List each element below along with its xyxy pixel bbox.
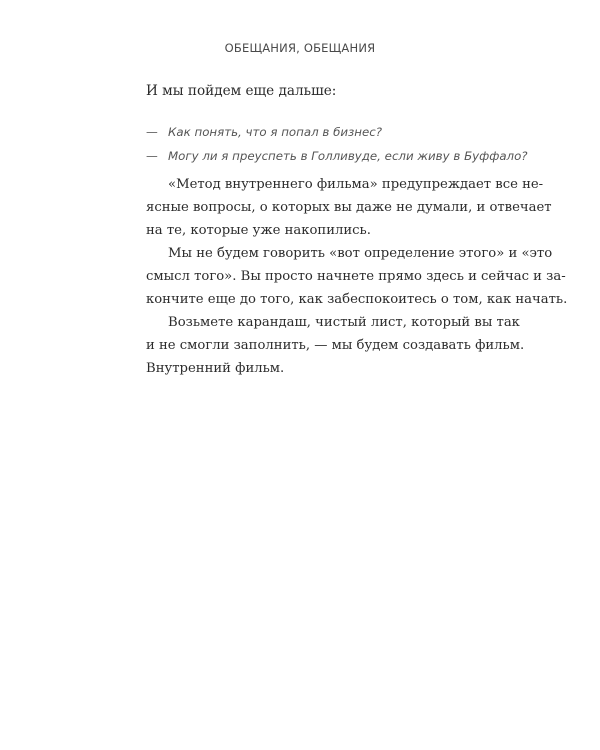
text-line: смысл того». Вы просто начнете прямо здесь и сейчас и за- bbox=[146, 269, 566, 284]
dialog-line bbox=[146, 145, 528, 169]
intro-line: И мы пойдем еще дальше: bbox=[146, 83, 337, 99]
text-line: кончите еще до того, как забеспокоитесь о том, как начать. bbox=[146, 292, 568, 307]
text-line: ясные вопросы, о которых вы даже не думали, и отвечает bbox=[146, 200, 552, 215]
text-line: Мы не будем говорить «вот определение этого» и «это bbox=[168, 246, 553, 261]
paragraph bbox=[146, 311, 525, 380]
dialog-text: Могу ли я преуспеть в Голливуде, если живу в Буффало? bbox=[168, 148, 528, 163]
dialog-list bbox=[146, 121, 528, 168]
em-dash: — bbox=[146, 148, 158, 163]
main-text bbox=[146, 173, 568, 380]
paragraph bbox=[146, 173, 552, 242]
em-dash: — bbox=[146, 125, 158, 139]
dialog-text: Как понять, что я попал в бизнес? bbox=[168, 125, 382, 139]
paragraph bbox=[146, 242, 568, 311]
text-line: «Метод внутреннего фильма» предупреждает все не- bbox=[168, 177, 544, 192]
text-line: Внутренний фильм. bbox=[146, 361, 285, 376]
running-head: ОБЕЩАНИЯ, ОБЕЩАНИЯ bbox=[224, 41, 376, 55]
text-line: Возьмете карандаш, чистый лист, который вы так bbox=[168, 315, 520, 330]
text-line: и не смогли заполнить, — мы будем создавать фильм. bbox=[146, 338, 525, 353]
dialog-line bbox=[146, 121, 486, 145]
text-line: на те, которые уже накопились. bbox=[146, 223, 371, 238]
